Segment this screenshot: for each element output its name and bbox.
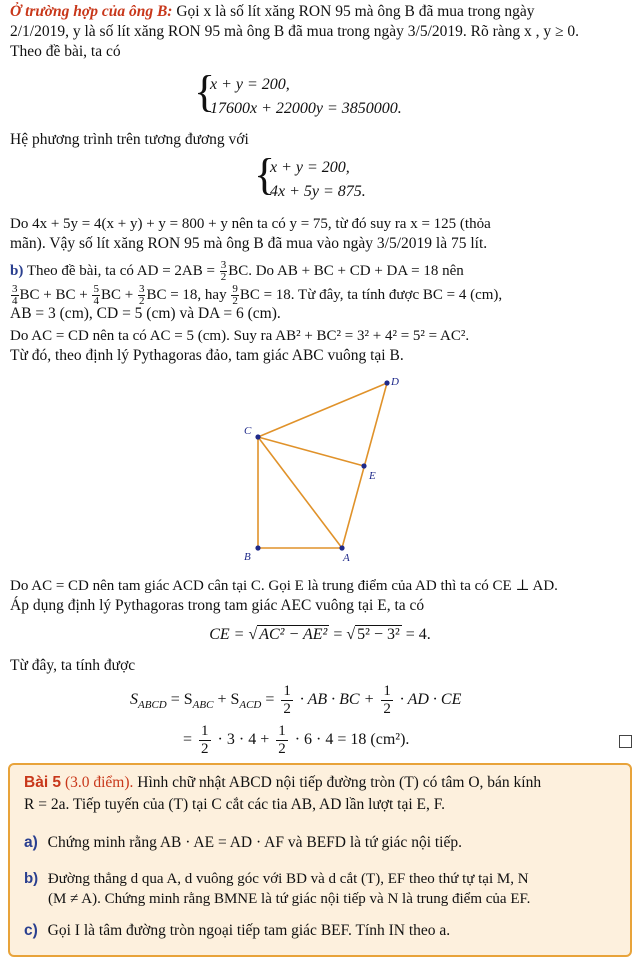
part-b-line-8: Từ đây, ta tính được [10,657,136,674]
fraction-half: $\frac{1}{2}$ [383,682,391,717]
part-b-label: b) [10,262,24,279]
system-2-eq-2: 4x + 5y = 875. [270,183,366,200]
fraction: $\frac{9}{2}$ [232,283,238,307]
part-b-line-4: Do AC = CD nên ta có AC = 5 (cm). Suy ra AB² + BC² = 3² + 4² = 5² = AC². [10,328,470,344]
fraction: $\frac{5}{4}$ [93,283,99,307]
fraction-half: $\frac{1}{2}$ [278,722,286,757]
case-b-line-6: mãn). Vậy số lít xăng RON 95 mà ông B đã mua vào ngày 3/5/2019 là 75 lít. [10,235,488,252]
case-b-line-1 [10,2,632,22]
point-b [255,545,260,550]
case-b-heading: Ở trường hợp của ông B: [10,3,173,20]
fraction-half: $\frac{1}{2}$ [283,682,291,717]
system-1-brace: { [194,67,216,116]
part-b-text: BC + [100,286,137,303]
exercise-5-line-2: R = 2a. Tiếp tuyến của (T) tại C cắt các tia AB, AD lần lượt tại E, F. [24,796,445,813]
exercise-5-points: (3.0 điểm). [64,774,134,791]
case-b-text-1: Gọi x là số lít xăng RON 95 mà ông B đã mua trong ngày [176,3,535,20]
area-formula-2: = $\frac{1}{2}$ · 3 · 4 + $\frac{1}{2}$ · 6 · 4 = 18 (cm²). [183,722,410,757]
item-label: a) [24,834,38,851]
ce-end: = 4. [401,626,431,643]
point-d [384,380,389,385]
ce-formula: CE = √ AC² − AE² = √ 5² − 3² = 4. [209,626,431,643]
label-d: D [391,376,399,388]
figure-points [255,380,389,550]
part-b-line-7: Áp dụng định lý Pythagoras trong tam giác AEC vuông tại E, ta có [10,597,425,614]
segment-ca [258,437,342,548]
part-b-line-5: Từ đó, theo định lý Pythagoras đảo, tam giác ABC vuông tại B. [10,347,404,364]
exercise-5-title: Bài 5 [24,774,62,791]
quadrilateral-figure [230,370,410,565]
figure-lines [258,383,387,548]
fraction: $\frac{3}{2}$ [220,259,227,283]
case-b-line-5: Do 4x + 5y = 4(x + y) + y = 800 + y nên ta có y = 75, từ đó suy ra x = 125 (thỏa [10,216,491,232]
item-text: Chứng minh rằng AB · AE = AD · AF và BEFD là tứ giác nội tiếp. [47,834,462,851]
exercise-5-item-c [24,921,622,941]
system-1-eq-1: x + y = 200, [210,76,290,93]
item-text: Đường thẳng d qua A, d vuông góc với BD và d cắt (T), EF theo thứ tự tại M, N [47,871,529,887]
segment-cd [258,383,387,437]
exercise-5-item-a [24,833,622,853]
ce-sqrt-1: AC² − AE² [259,626,328,643]
part-b-text-1-end: BC. Do AB + BC + CD + DA = 18 nên [228,262,464,279]
part-b-text: BC = 18, hay [146,286,231,303]
point-e [361,463,366,468]
point-a [339,545,344,550]
case-b-line-2: 2/1/2019, y là số lít xăng RON 95 mà ông B đã mua trong ngày 3/5/2019. Rõ ràng x , y ≥ 0. [10,23,580,40]
label-e: E [369,470,376,482]
point-c [255,434,260,439]
part-b-line-3: AB = 3 (cm), CD = 5 (cm) và DA = 6 (cm). [10,305,281,322]
exercise-5-line-1 [24,773,622,793]
item-label: c) [24,922,38,939]
qed-square-icon [619,735,632,748]
case-b-line-4: Hệ phương trình trên tương đương với [10,131,249,148]
part-b-line-1 [10,260,632,283]
exercise-5-text-1: Hình chữ nhật ABCD nội tiếp đường tròn (T) có tâm O, bán kính [137,774,542,791]
fraction-half: $\frac{1}{2}$ [201,722,209,757]
label-a: A [343,552,350,564]
area-formula-1: $S_{ABCD} = S_{ABC} + S_{ACD}$ = $\frac{1}{2}$ · AB · BC + $\frac{1}{2}$ · AD · CE [130,682,462,717]
part-b-text: BC = 18. Từ đây, ta tính được BC = 4 (cm), [239,286,503,303]
fraction: $\frac{3}{4}$ [12,283,18,307]
exercise-5-box [8,763,632,957]
system-1-eq-2: 17600x + 22000y = 3850000. [210,100,402,117]
system-2-brace: { [254,150,276,199]
exercise-5-item-b-cont: (M ≠ A). Chứng minh rằng BMNE là tứ giác nội tiếp và N là trung điểm của EF. [48,891,531,907]
part-b-text: BC + BC + [19,286,92,303]
label-b: B [244,551,251,563]
segment-ce [258,437,364,466]
exercise-5-item-b [24,869,622,889]
item-label: b) [24,870,39,887]
system-2-eq-1: x + y = 200, [270,159,350,176]
label-c: C [244,425,252,437]
ce-sqrt-2: 5² − 3² [357,626,400,643]
fraction: $\frac{3}{2}$ [138,283,145,307]
ce-left: CE = [209,626,249,643]
case-b-line-3: Theo đề bài, ta có [10,43,121,60]
part-b-text-1: Theo đề bài, ta có AD = 2AB = [26,262,219,279]
item-text: Gọi I là tâm đường tròn ngoại tiếp tam giác BEF. Tính IN theo a. [47,922,451,939]
ce-mid: = [329,626,347,643]
part-b-line-6: Do AC = CD nên tam giác ACD cân tại C. Gọi E là trung điểm của AD thì ta có CE ⊥ AD. [10,578,558,594]
